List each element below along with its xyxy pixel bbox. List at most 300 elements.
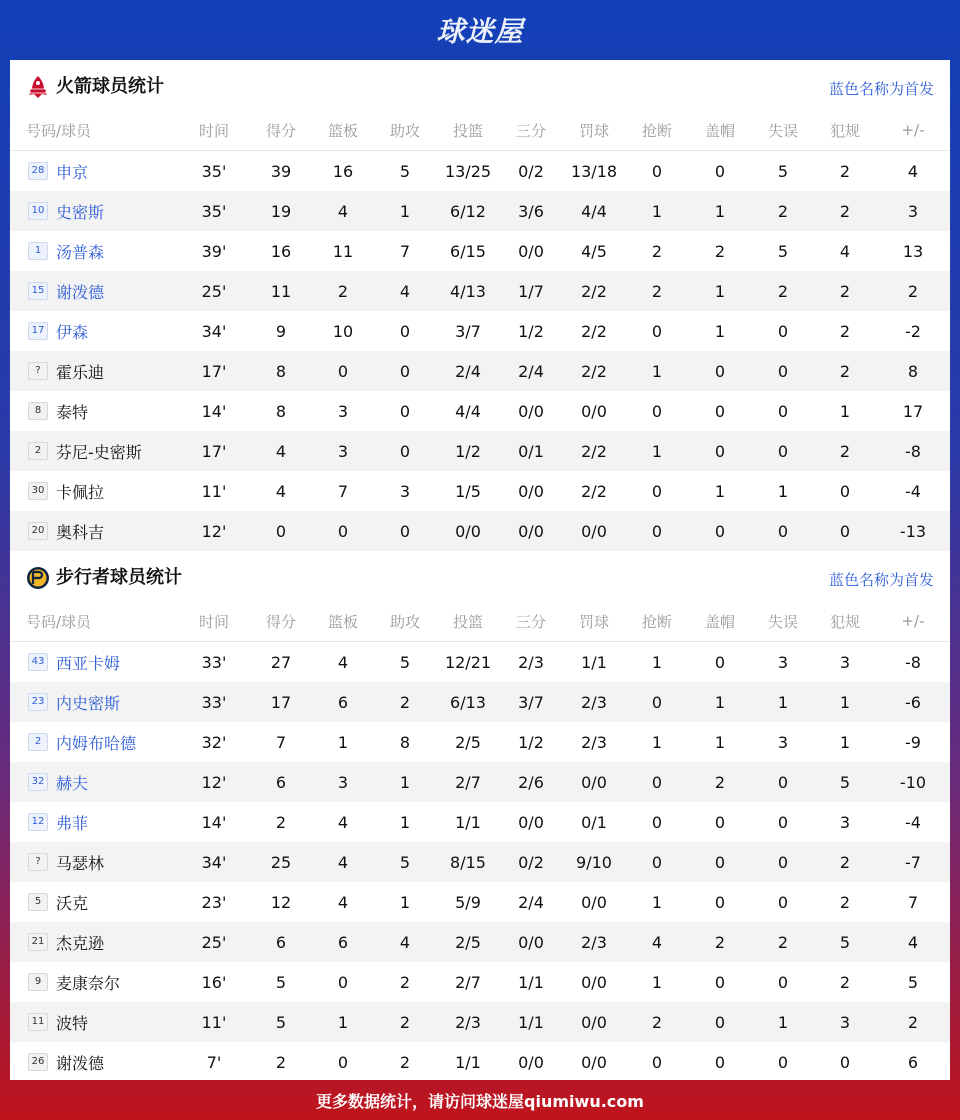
stat-cell: 2/5 bbox=[455, 732, 481, 752]
stat-cell: 0 bbox=[752, 351, 814, 391]
stat-cell: 1/1 bbox=[455, 1052, 481, 1072]
stat-cell: 33' bbox=[201, 652, 227, 672]
stat-cell: 2/5 bbox=[436, 922, 500, 962]
column-header: 盖帽 bbox=[688, 110, 752, 151]
stat-cell: 3 bbox=[777, 732, 789, 752]
stat-cell: 3 bbox=[399, 481, 411, 501]
stat-cell: 0 bbox=[714, 161, 726, 181]
player-cell bbox=[10, 722, 178, 762]
jersey-number-badge: 30 bbox=[28, 482, 48, 500]
player-cell bbox=[10, 351, 178, 391]
jersey-number-badge: 26 bbox=[28, 1053, 48, 1071]
stat-cell: 2 bbox=[814, 431, 876, 471]
player-row[interactable] bbox=[10, 842, 950, 882]
player-cell bbox=[10, 682, 178, 722]
stat-cell: 0 bbox=[714, 812, 726, 832]
pacers-header-row bbox=[10, 601, 950, 642]
player-cell bbox=[10, 151, 178, 192]
stat-cell: 0 bbox=[814, 511, 876, 551]
jersey-number-badge: 2 bbox=[28, 733, 48, 751]
jersey-number-badge: 17 bbox=[28, 322, 48, 340]
stat-cell: 0/0 bbox=[518, 241, 544, 261]
stat-cell: 2 bbox=[752, 271, 814, 311]
stat-cell: 0/0 bbox=[581, 1052, 607, 1072]
stat-cell: 0/0 bbox=[581, 401, 607, 421]
player-name[interactable]: 伊森 bbox=[56, 322, 89, 342]
player-name[interactable]: 泰特 bbox=[56, 402, 89, 422]
player-name[interactable]: 马瑟林 bbox=[56, 853, 105, 873]
stat-cell: 12/21 bbox=[444, 652, 492, 672]
stat-cell: 16' bbox=[201, 972, 227, 992]
stat-cell: 5 bbox=[250, 1002, 312, 1042]
stats-panel bbox=[10, 60, 950, 1080]
stat-cell: 2 bbox=[814, 351, 876, 391]
stat-cell: 0/0 bbox=[500, 922, 562, 962]
stat-cell: 7 bbox=[275, 732, 287, 752]
player-row[interactable] bbox=[10, 1002, 950, 1042]
stat-cell: 3/6 bbox=[500, 191, 562, 231]
player-name[interactable]: 奥科吉 bbox=[56, 522, 105, 542]
stat-cell: 2 bbox=[714, 241, 726, 261]
stat-cell: 12 bbox=[270, 892, 292, 912]
stat-cell: 1 bbox=[814, 682, 876, 722]
player-name[interactable]: 内姆布哈德 bbox=[56, 733, 137, 753]
column-header: 盖帽 bbox=[688, 601, 752, 642]
stat-cell: 8 bbox=[399, 732, 411, 752]
stat-cell: 23' bbox=[201, 892, 227, 912]
stat-cell: 1 bbox=[688, 191, 752, 231]
stat-cell: 17 bbox=[250, 682, 312, 722]
stat-cell: 16 bbox=[270, 241, 292, 261]
player-cell bbox=[10, 431, 178, 471]
player-cell bbox=[10, 762, 178, 802]
player-row[interactable] bbox=[10, 471, 950, 511]
stat-cell: 5 bbox=[814, 762, 876, 802]
stat-cell: 5 bbox=[275, 972, 287, 992]
stat-cell: 14' bbox=[201, 401, 227, 421]
stat-cell: 2/2 bbox=[562, 431, 626, 471]
stat-cell: 34' bbox=[201, 321, 227, 341]
player-row[interactable] bbox=[10, 922, 950, 962]
stat-cell: 2 bbox=[626, 271, 688, 311]
stat-cell: 0/0 bbox=[436, 511, 500, 551]
stat-cell: 0/0 bbox=[562, 762, 626, 802]
player-row[interactable] bbox=[10, 762, 950, 802]
stat-cell: 0 bbox=[688, 1002, 752, 1042]
stat-cell: 2 bbox=[275, 812, 287, 832]
stat-cell: 0 bbox=[777, 1052, 789, 1072]
stat-cell: 2/3 bbox=[518, 652, 544, 672]
player-cell bbox=[10, 191, 178, 231]
stat-cell: 0 bbox=[374, 511, 436, 551]
stat-cell: 1/1 bbox=[455, 812, 481, 832]
stat-cell: 2/4 bbox=[500, 351, 562, 391]
stat-cell: 0 bbox=[777, 812, 789, 832]
stat-cell: 11' bbox=[201, 481, 227, 501]
stat-cell: 8 bbox=[876, 351, 950, 391]
stat-cell: 1/7 bbox=[500, 271, 562, 311]
stat-cell: 11' bbox=[178, 1002, 250, 1042]
stat-cell: 32' bbox=[201, 732, 227, 752]
jersey-number-badge: 2 bbox=[28, 442, 48, 460]
jersey-number-badge: 10 bbox=[28, 202, 48, 220]
player-cell bbox=[10, 391, 178, 431]
player-name[interactable]: 汤普森 bbox=[56, 242, 105, 262]
stat-cell: 1 bbox=[626, 351, 688, 391]
player-cell bbox=[10, 231, 178, 271]
stat-cell: 2 bbox=[399, 1052, 411, 1072]
stat-cell: 1 bbox=[714, 321, 726, 341]
stat-cell: 0/0 bbox=[518, 1052, 544, 1072]
footer-text[interactable]: 更多数据统计，请访问球迷屋qiumiwu.com bbox=[316, 1091, 644, 1111]
column-header: 失误 bbox=[752, 601, 814, 642]
stat-cell: 0/0 bbox=[562, 1002, 626, 1042]
stat-cell: 4 bbox=[839, 241, 851, 261]
stat-cell: 3 bbox=[839, 652, 851, 672]
stat-cell: 0 bbox=[752, 511, 814, 551]
player-name[interactable]: 史密斯 bbox=[56, 202, 105, 222]
player-name[interactable]: 谢泼德 bbox=[56, 1053, 105, 1073]
player-row[interactable] bbox=[10, 682, 950, 722]
column-header: +/- bbox=[876, 110, 950, 151]
stat-cell: 0/1 bbox=[500, 431, 562, 471]
stat-cell: 6/15 bbox=[450, 241, 486, 261]
stat-cell: 0/2 bbox=[500, 842, 562, 882]
stat-cell: 5 bbox=[777, 161, 789, 181]
header-bar bbox=[0, 0, 960, 60]
column-header: 抢断 bbox=[626, 601, 688, 642]
stat-cell: 39' bbox=[201, 241, 227, 261]
player-row[interactable] bbox=[10, 151, 950, 192]
pacers-table-body bbox=[10, 642, 950, 1083]
column-header: 失误 bbox=[752, 110, 814, 151]
stat-cell: 1 bbox=[374, 762, 436, 802]
stat-cell: 2/2 bbox=[581, 481, 607, 501]
stat-cell: 1 bbox=[399, 892, 411, 912]
stat-cell: 0 bbox=[752, 762, 814, 802]
stat-cell: 17 bbox=[902, 401, 924, 421]
player-cell bbox=[10, 962, 178, 1002]
stat-cell: 7 bbox=[907, 892, 919, 912]
stat-cell: 0 bbox=[839, 1052, 851, 1072]
player-name[interactable]: 弗菲 bbox=[56, 813, 89, 833]
stat-cell: -13 bbox=[876, 511, 950, 551]
stat-cell: 0 bbox=[714, 892, 726, 912]
stat-cell: 1 bbox=[688, 271, 752, 311]
stat-cell: 0 bbox=[337, 1052, 349, 1072]
stat-cell: 2 bbox=[688, 762, 752, 802]
stat-cell: 2 bbox=[688, 922, 752, 962]
player-cell bbox=[10, 271, 178, 311]
jersey-number-badge: 8 bbox=[28, 402, 48, 420]
stat-cell: 1 bbox=[651, 652, 663, 672]
stat-cell: 1 bbox=[688, 682, 752, 722]
stat-cell: 35' bbox=[201, 161, 227, 181]
stat-cell: 2/4 bbox=[518, 892, 544, 912]
stat-cell: 3 bbox=[814, 1002, 876, 1042]
stat-cell: 8 bbox=[250, 351, 312, 391]
column-header: 罚球 bbox=[562, 110, 626, 151]
rockets-section-header bbox=[10, 60, 950, 110]
column-header: 三分 bbox=[500, 110, 562, 151]
player-row[interactable] bbox=[10, 1042, 950, 1082]
player-row[interactable] bbox=[10, 391, 950, 431]
stat-cell: 0 bbox=[374, 351, 436, 391]
stat-cell: 1 bbox=[714, 481, 726, 501]
column-header: +/- bbox=[876, 601, 950, 642]
player-row[interactable] bbox=[10, 962, 950, 1002]
stat-cell: 0 bbox=[626, 682, 688, 722]
stat-cell: 1 bbox=[312, 1002, 374, 1042]
stat-cell: 0 bbox=[714, 401, 726, 421]
stat-cell: 1 bbox=[651, 892, 663, 912]
stat-cell: 8 bbox=[275, 401, 287, 421]
stat-cell: 1/5 bbox=[455, 481, 481, 501]
stat-cell: 0 bbox=[312, 511, 374, 551]
jersey-number-badge: 12 bbox=[28, 813, 48, 831]
stat-cell: -10 bbox=[876, 762, 950, 802]
stat-cell: 6 bbox=[250, 762, 312, 802]
stat-cell: 0 bbox=[651, 812, 663, 832]
player-name[interactable]: 谢泼德 bbox=[56, 282, 105, 302]
jersey-number-badge: ? bbox=[28, 362, 48, 380]
stat-cell: 3 bbox=[312, 431, 374, 471]
stat-cell: 2 bbox=[399, 972, 411, 992]
stat-cell: 7 bbox=[337, 481, 349, 501]
player-row[interactable] bbox=[10, 511, 950, 551]
stat-cell: 3 bbox=[777, 652, 789, 672]
stat-cell: 1/2 bbox=[518, 732, 544, 752]
stat-cell: 1 bbox=[626, 431, 688, 471]
stat-cell: 2/3 bbox=[562, 922, 626, 962]
pacers-section-title: 步行者球员统计 bbox=[56, 567, 182, 588]
stat-cell: 1 bbox=[626, 191, 688, 231]
stat-cell: 2 bbox=[752, 191, 814, 231]
stat-cell: 4/13 bbox=[436, 271, 500, 311]
player-cell bbox=[10, 311, 178, 351]
stat-cell: 5/9 bbox=[455, 892, 481, 912]
stat-cell: 10 bbox=[332, 321, 354, 341]
stat-cell: 0/1 bbox=[581, 812, 607, 832]
column-header: 时间 bbox=[178, 110, 250, 151]
stat-cell: 4/5 bbox=[581, 241, 607, 261]
stat-cell: 0 bbox=[688, 842, 752, 882]
stat-cell: 5 bbox=[399, 652, 411, 672]
player-name[interactable]: 杰克逊 bbox=[56, 933, 105, 953]
stat-cell: 1 bbox=[714, 732, 726, 752]
stat-cell: 7' bbox=[206, 1052, 222, 1072]
stat-cell: 13 bbox=[902, 241, 924, 261]
column-header: 时间 bbox=[178, 601, 250, 642]
starter-legend-note: 蓝色名称为首发 bbox=[828, 571, 934, 589]
player-cell bbox=[10, 842, 178, 882]
pacers-section-header bbox=[10, 551, 950, 601]
stat-cell: 3 bbox=[337, 401, 349, 421]
stat-cell: 2 bbox=[814, 271, 876, 311]
player-name[interactable]: 麦康奈尔 bbox=[56, 973, 121, 993]
stat-cell: -8 bbox=[905, 652, 921, 672]
stat-cell: 27 bbox=[270, 652, 292, 672]
stat-cell: 2 bbox=[814, 842, 876, 882]
stat-cell: 2 bbox=[814, 191, 876, 231]
column-header: 得分 bbox=[250, 110, 312, 151]
jersey-number-badge: 9 bbox=[28, 973, 48, 991]
stat-cell: 2/2 bbox=[581, 321, 607, 341]
stat-cell: -6 bbox=[876, 682, 950, 722]
column-header: 投篮 bbox=[436, 110, 500, 151]
stat-cell: 5 bbox=[399, 161, 411, 181]
player-row[interactable] bbox=[10, 311, 950, 351]
player-name[interactable]: 波特 bbox=[56, 1013, 89, 1033]
stat-cell: 4 bbox=[275, 481, 287, 501]
jersey-number-badge: 1 bbox=[28, 242, 48, 260]
stat-cell: 0 bbox=[714, 652, 726, 672]
stat-cell: 0 bbox=[337, 972, 349, 992]
stat-cell: 4/4 bbox=[562, 191, 626, 231]
stat-cell: 0 bbox=[688, 351, 752, 391]
stat-cell: 7 bbox=[399, 241, 411, 261]
stat-cell: 9/10 bbox=[562, 842, 626, 882]
stat-cell: 4 bbox=[250, 431, 312, 471]
stat-cell: 1 bbox=[651, 972, 663, 992]
column-header: 助攻 bbox=[374, 110, 436, 151]
player-row[interactable] bbox=[10, 802, 950, 842]
column-header: 号码/球员 bbox=[10, 110, 178, 151]
column-header: 得分 bbox=[250, 601, 312, 642]
player-name[interactable]: 西亚卡姆 bbox=[56, 653, 121, 673]
player-row[interactable] bbox=[10, 882, 950, 922]
player-name[interactable]: 卡佩拉 bbox=[56, 482, 105, 502]
stat-cell: 12' bbox=[178, 762, 250, 802]
stat-cell: 1/2 bbox=[436, 431, 500, 471]
player-name[interactable]: 沃克 bbox=[56, 893, 89, 913]
stat-cell: 0 bbox=[651, 481, 663, 501]
stat-cell: 1 bbox=[752, 1002, 814, 1042]
stat-cell: 4 bbox=[876, 922, 950, 962]
stat-cell: 0 bbox=[651, 401, 663, 421]
stat-cell: 6 bbox=[250, 922, 312, 962]
player-name[interactable]: 霍乐迪 bbox=[56, 362, 105, 382]
stat-cell: 19 bbox=[250, 191, 312, 231]
stat-cell: 0 bbox=[688, 431, 752, 471]
stat-cell: 0/0 bbox=[562, 511, 626, 551]
stat-cell: 0 bbox=[752, 842, 814, 882]
rockets-section-title: 火箭球员统计 bbox=[56, 76, 164, 97]
player-name[interactable]: 赫夫 bbox=[56, 773, 89, 793]
stat-cell: 0 bbox=[777, 892, 789, 912]
stat-cell: 4 bbox=[337, 652, 349, 672]
column-header: 三分 bbox=[500, 601, 562, 642]
stat-cell: 6 bbox=[312, 682, 374, 722]
stat-cell: 17' bbox=[178, 351, 250, 391]
stat-cell: 0 bbox=[714, 1052, 726, 1072]
stat-cell: 25 bbox=[250, 842, 312, 882]
player-cell bbox=[10, 802, 178, 842]
player-row[interactable] bbox=[10, 642, 950, 683]
stat-cell: 0 bbox=[651, 321, 663, 341]
stat-cell: 2/4 bbox=[436, 351, 500, 391]
column-header: 抢断 bbox=[626, 110, 688, 151]
jersey-number-badge: 5 bbox=[28, 893, 48, 911]
rockets-header-row bbox=[10, 110, 950, 151]
stat-cell: 0 bbox=[839, 481, 851, 501]
stat-cell: 2 bbox=[626, 1002, 688, 1042]
stat-cell: 17' bbox=[178, 431, 250, 471]
player-row[interactable] bbox=[10, 271, 950, 311]
player-row[interactable] bbox=[10, 191, 950, 231]
stat-cell: 5 bbox=[907, 972, 919, 992]
stat-cell: 0/0 bbox=[518, 812, 544, 832]
stat-cell: 2/3 bbox=[562, 682, 626, 722]
stat-cell: 16 bbox=[332, 161, 354, 181]
stat-cell: 0/0 bbox=[581, 892, 607, 912]
stat-cell: 5 bbox=[777, 241, 789, 261]
jersey-number-badge: 11 bbox=[28, 1013, 48, 1031]
player-name[interactable]: 申京 bbox=[56, 162, 89, 182]
stat-cell: 1 bbox=[839, 732, 851, 752]
stat-cell: 2 bbox=[839, 161, 851, 181]
stat-cell: 14' bbox=[201, 812, 227, 832]
stat-cell: 4 bbox=[337, 812, 349, 832]
column-header: 犯规 bbox=[814, 601, 876, 642]
player-name[interactable]: 内史密斯 bbox=[56, 693, 121, 713]
stat-cell: 1 bbox=[752, 682, 814, 722]
stat-cell: 39 bbox=[270, 161, 292, 181]
stat-cell: 0 bbox=[651, 161, 663, 181]
stat-cell: 0 bbox=[399, 321, 411, 341]
stat-cell: 0 bbox=[752, 431, 814, 471]
stat-cell: 4 bbox=[374, 271, 436, 311]
player-name[interactable]: 芬尼-史密斯 bbox=[56, 442, 142, 462]
stat-cell: 0 bbox=[626, 762, 688, 802]
stat-cell: 1 bbox=[839, 401, 851, 421]
stat-cell: 0/0 bbox=[518, 481, 544, 501]
stat-cell: 2 bbox=[275, 1052, 287, 1072]
stat-cell: 0 bbox=[777, 401, 789, 421]
player-row[interactable] bbox=[10, 351, 950, 391]
brand-logo: 球迷屋 bbox=[436, 15, 524, 48]
player-cell bbox=[10, 642, 178, 683]
stat-cell: 2/2 bbox=[562, 351, 626, 391]
column-header: 篮板 bbox=[312, 601, 374, 642]
stat-cell: 3 bbox=[876, 191, 950, 231]
stat-cell: 4/4 bbox=[455, 401, 481, 421]
stat-cell: 2/3 bbox=[581, 732, 607, 752]
rockets-logo-icon bbox=[26, 75, 50, 99]
stat-cell: 4 bbox=[626, 922, 688, 962]
stat-cell: 2 bbox=[839, 892, 851, 912]
starter-legend-note: 蓝色名称为首发 bbox=[828, 80, 934, 98]
jersey-number-badge: 28 bbox=[28, 162, 48, 180]
stat-cell: 11 bbox=[250, 271, 312, 311]
stat-cell: 0 bbox=[626, 842, 688, 882]
stat-cell: 0 bbox=[312, 351, 374, 391]
stat-cell: 0 bbox=[777, 972, 789, 992]
player-row[interactable] bbox=[10, 431, 950, 471]
player-row[interactable] bbox=[10, 722, 950, 762]
column-header: 罚球 bbox=[562, 601, 626, 642]
stat-cell: 0/0 bbox=[500, 511, 562, 551]
rockets-table-body bbox=[10, 151, 950, 552]
stat-cell: 11 bbox=[332, 241, 354, 261]
player-row[interactable] bbox=[10, 231, 950, 271]
stat-cell: 1/2 bbox=[518, 321, 544, 341]
stat-cell: 13/25 bbox=[444, 161, 492, 181]
pacers-logo-icon bbox=[26, 566, 50, 590]
stat-cell: 4 bbox=[907, 161, 919, 181]
column-header: 助攻 bbox=[374, 601, 436, 642]
rockets-stats-table bbox=[10, 110, 950, 551]
